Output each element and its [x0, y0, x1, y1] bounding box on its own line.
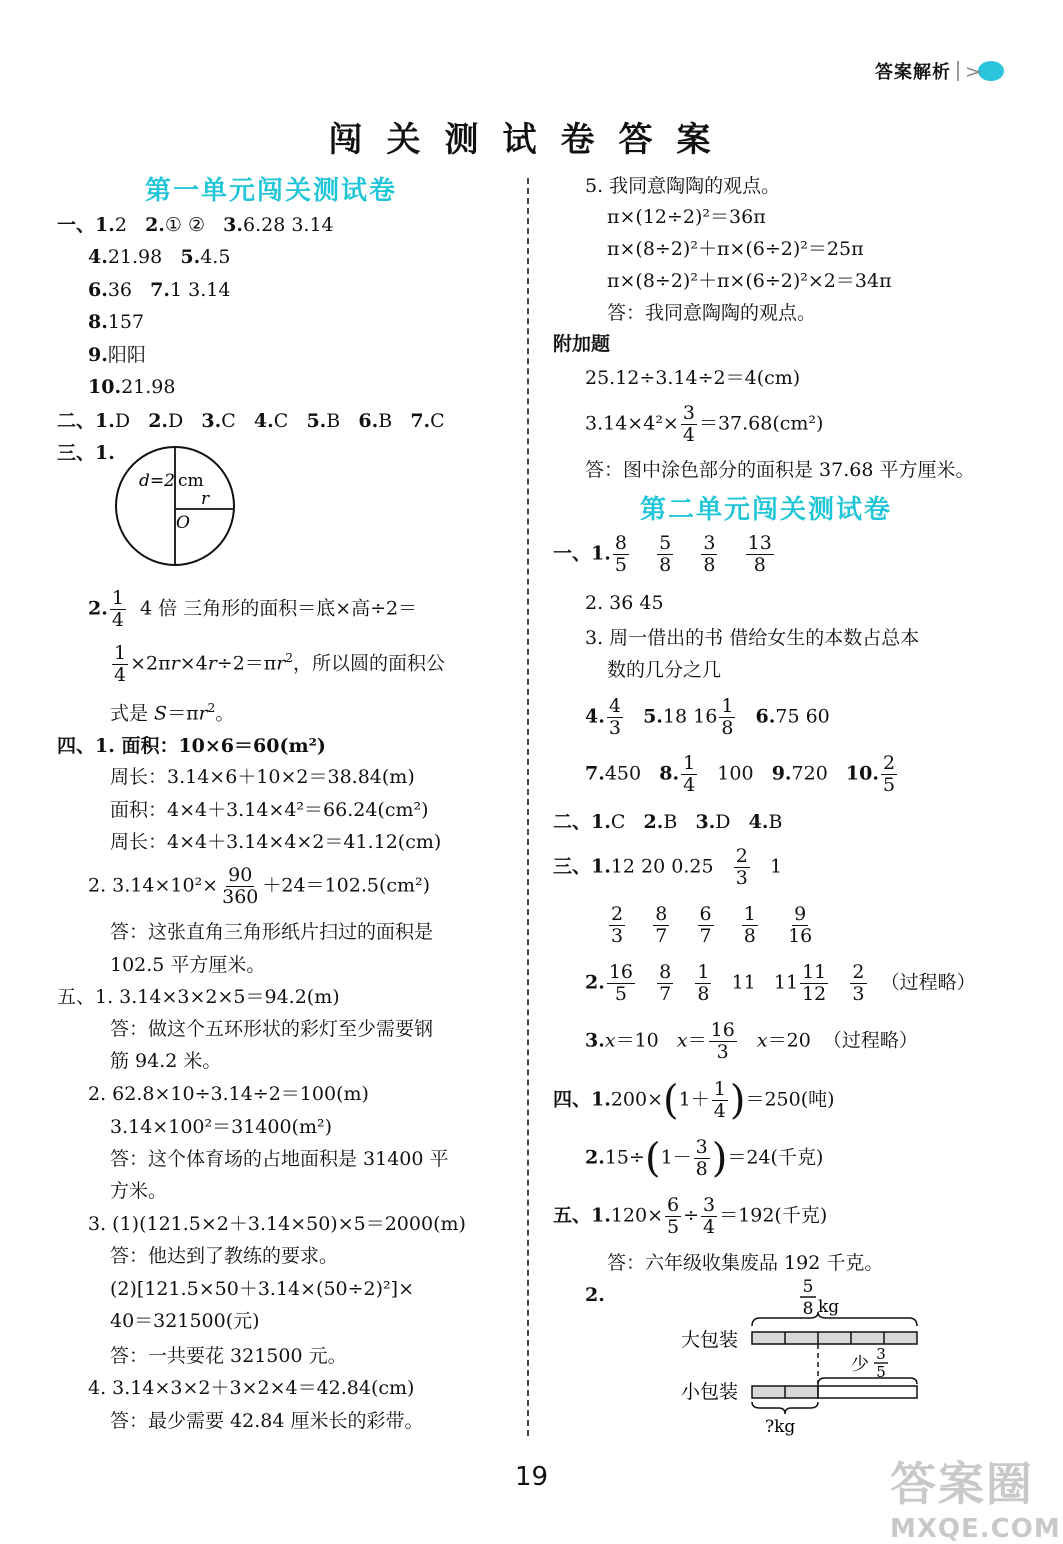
numerator: 90 — [228, 864, 253, 886]
question-number: 7. — [150, 279, 170, 301]
numerator: 16 — [710, 1019, 735, 1041]
answer-value: 11 — [773, 971, 799, 994]
numerator: 6 — [699, 903, 712, 925]
denominator: 3 — [735, 867, 748, 889]
question-number: 2. — [88, 597, 108, 620]
fraction — [657, 534, 673, 575]
denominator: 7 — [699, 925, 712, 947]
answer-text: ÷2＝π — [216, 652, 277, 675]
answer-value: B — [768, 811, 783, 833]
answer-line: π×(8÷2)²＋π×(6÷2)²＝25π — [607, 238, 864, 260]
numerator: 5 — [659, 532, 672, 554]
question-number: 9. — [88, 344, 108, 366]
denominator: 16 — [788, 925, 813, 947]
answer-text: ＝24(千克) — [727, 1146, 824, 1169]
numerator: 1 — [743, 903, 756, 925]
answer-line: 五、1. 3.14×3×2×5＝94.2(m) — [57, 986, 340, 1008]
denominator: 3 — [608, 717, 621, 739]
exponent: 2 — [207, 701, 216, 715]
question-number: 二、1. — [57, 410, 115, 432]
answer-line: 3. 周一借出的书 借给女生的本数占总本 — [585, 627, 920, 649]
numerator: 1 — [713, 1078, 726, 1100]
fraction — [609, 905, 625, 946]
running-header-label: 答案解析 — [875, 62, 951, 83]
question-number: 6. — [358, 410, 379, 432]
answer-line: 数的几分之几 — [607, 659, 722, 681]
answer-line — [57, 216, 334, 235]
close-paren: ) — [711, 1135, 728, 1182]
answer-line: (2)[121.5×50＋3.14×(50÷2)²]× — [110, 1278, 415, 1300]
numerator: 1 — [721, 695, 734, 717]
numerator: 3 — [703, 1194, 716, 1216]
column-divider — [527, 178, 529, 1436]
answer-line — [110, 644, 445, 685]
answer-line: 2. 62.8×10÷3.14÷2＝100(m) — [88, 1083, 369, 1105]
answer-value: 21.98 — [107, 246, 163, 268]
watermark-logo — [890, 1448, 1061, 1544]
answer-text: ＝192(千克) — [719, 1204, 828, 1227]
variable: x — [756, 1029, 768, 1052]
numerator: 16 — [608, 961, 634, 983]
question-number: 4. — [88, 246, 108, 268]
answer-line: 答：图中涂色部分的面积是 37.68 平方厘米。 — [585, 459, 975, 481]
question-number: 2. — [585, 1284, 605, 1306]
answer-text: 3.14×4²× — [585, 412, 679, 435]
numerator: 3 — [703, 532, 716, 554]
denominator: 8 — [703, 554, 716, 576]
less-fraction-numerator: 3 — [876, 1345, 886, 1363]
variable: r — [198, 702, 208, 725]
answer-line — [110, 702, 234, 723]
answer-line: 答：做这个五环形状的彩灯至少需要钢 — [110, 1018, 434, 1040]
answer-line — [88, 313, 144, 332]
answer-value: C — [221, 410, 236, 432]
numerator: 1 — [697, 961, 710, 983]
question-number: 4. — [253, 410, 274, 432]
numerator: 1 — [111, 587, 124, 609]
top-unit-label: kg — [818, 1297, 840, 1317]
answer-value: 4.5 — [200, 246, 231, 268]
answer-line: π×(8÷2)²＋π×(6÷2)²×2＝34π — [607, 270, 892, 292]
question-number: 3. — [201, 410, 222, 432]
fraction — [657, 963, 673, 1004]
bonus-question-label: 附加题 — [553, 333, 611, 355]
answer-text: 200× — [610, 1088, 664, 1111]
answer-line: 筋 94.2 米。 — [110, 1050, 222, 1072]
question-number: 10. — [845, 762, 879, 785]
answer-line: 答：六年级收集废品 192 千克。 — [607, 1252, 884, 1274]
numerator: 1 — [114, 642, 127, 664]
fraction — [746, 534, 774, 575]
note-text: （过程略） — [880, 971, 976, 994]
denominator: 3 — [716, 1041, 729, 1063]
answer-line: 3. (1)(121.5×2＋3.14×50)×5＝2000(m) — [88, 1213, 466, 1235]
fraction — [681, 754, 697, 795]
choice-answers-line — [57, 412, 445, 431]
answer-value: 12 20 0.25 — [610, 855, 714, 878]
numerator: 3 — [682, 402, 695, 424]
answer-line: 周长：3.14×6＋10×2＝38.84(m) — [110, 766, 415, 788]
answer-value: ＝10 — [615, 1029, 659, 1052]
answer-text: 120× — [610, 1204, 664, 1227]
fraction — [881, 754, 897, 795]
answer-value: 157 — [107, 311, 145, 333]
answer-line — [553, 847, 782, 888]
question-number: 10. — [88, 376, 122, 398]
question-number: 2. — [585, 971, 605, 994]
question-number: 6. — [88, 279, 108, 301]
fraction — [681, 404, 697, 445]
fraction — [110, 589, 126, 630]
question-number: 一、1. — [57, 214, 115, 236]
answer-line — [585, 1021, 918, 1062]
radius-label: r — [201, 489, 210, 509]
close-paren: ) — [729, 1077, 746, 1124]
answer-line: 答：他达到了教练的要求。 — [110, 1245, 339, 1267]
denominator: 5 — [614, 983, 627, 1005]
exponent: 2 — [285, 651, 294, 666]
denominator: 4 — [713, 1100, 726, 1122]
circle-diagram — [110, 444, 242, 568]
answer-text: ÷ — [683, 1204, 700, 1227]
answer-text: 1－ — [660, 1146, 692, 1169]
question-number: 五、1. — [553, 1204, 611, 1227]
question-number: 4. — [748, 811, 769, 833]
answer-line: 25.12÷3.14÷2＝4(cm) — [585, 367, 801, 389]
answer-line — [585, 963, 976, 1004]
numerator: 2 — [611, 903, 624, 925]
answer-text: 式是 — [110, 702, 155, 725]
answer-line: 周长：4×4＋3.14×4×2＝41.12(cm) — [110, 831, 442, 853]
question-number: 5. — [180, 246, 201, 268]
answer-text: 2. 3.14×10²× — [88, 874, 219, 897]
question-number: 2. — [585, 1146, 605, 1169]
answer-line: 答：这张直角三角形纸片扫过的面积是 — [110, 921, 434, 943]
fraction — [607, 697, 623, 738]
answer-line: 方米。 — [110, 1180, 168, 1202]
denominator: 5 — [882, 774, 896, 796]
answer-line — [88, 378, 175, 397]
answer-text: 1＋ — [678, 1088, 710, 1111]
answer-line: 四、1. 面积：10×6＝60(m²) — [57, 735, 326, 757]
numerator: 4 — [608, 695, 621, 717]
denominator: 4 — [682, 424, 695, 446]
answer-line: 答：一共要花 321500 元。 — [110, 1345, 347, 1367]
choice-answers-line — [553, 813, 782, 832]
top-fraction-denominator: 8 — [802, 1299, 814, 1319]
fraction — [694, 1138, 710, 1179]
answer-value: D — [715, 811, 731, 833]
denominator: 360 — [222, 886, 259, 908]
answer-value: 2 — [114, 214, 127, 236]
answer-text: 。 — [215, 702, 235, 725]
fraction — [800, 963, 828, 1004]
denominator: 7 — [659, 983, 672, 1005]
answer-text: ＋24＝102.5(cm²) — [262, 874, 431, 897]
answer-line: 答：最少需要 42.84 厘米长的彩带。 — [110, 1410, 424, 1432]
answer-line — [585, 1135, 824, 1182]
denominator: 4 — [703, 1216, 716, 1238]
page-title: 闯关测试卷答案 — [328, 120, 735, 160]
fraction — [709, 1021, 737, 1062]
question-number: 二、1. — [553, 811, 611, 833]
question-number: 三、1. — [57, 442, 115, 464]
small-package-difference — [818, 1386, 917, 1398]
denominator: 8 — [721, 717, 734, 739]
question-number: 3. — [585, 1029, 605, 1052]
question-number — [57, 444, 115, 463]
answer-line — [88, 589, 417, 630]
less-brace — [818, 1378, 917, 1384]
fraction — [742, 905, 758, 946]
numerator: 1 — [683, 752, 696, 774]
answer-value: 6.28 3.14 — [242, 214, 334, 236]
diameter-label: d=2 — [139, 471, 175, 491]
answer-line — [88, 346, 146, 365]
answer-line: 5. 我同意陶陶的观点。 — [585, 175, 781, 197]
answer-value: 18 16 — [662, 705, 718, 728]
numerator: 8 — [614, 532, 627, 554]
numerator: 6 — [667, 1194, 680, 1216]
question-number: 一、1. — [553, 542, 611, 565]
header-separator — [957, 61, 959, 81]
answer-text: ＝250(吨) — [745, 1088, 835, 1111]
variable: S — [154, 702, 168, 725]
answer-text: ＝37.68(cm²) — [698, 412, 824, 435]
answer-value: 1 3.14 — [170, 279, 231, 301]
denominator: 4 — [111, 609, 124, 631]
center-label: O — [176, 513, 190, 533]
question-number: 2. — [145, 214, 165, 236]
question-number: 2. — [148, 410, 169, 432]
question-number: 7. — [410, 410, 431, 432]
answer-value: 36 — [107, 279, 133, 301]
question-number: 3. — [695, 811, 716, 833]
answer-value: B — [326, 410, 341, 432]
answer-line — [585, 754, 899, 795]
answer-value: 阳阳 — [107, 344, 146, 366]
small-package-label: 小包装 — [681, 1381, 739, 1403]
unit-label: cm — [178, 471, 204, 491]
answer-line — [585, 697, 830, 738]
denominator: 12 — [802, 983, 827, 1005]
answer-line — [585, 404, 823, 445]
bar-model-diagram — [675, 1272, 935, 1442]
running-header — [875, 58, 1005, 84]
question-number: 9. — [771, 762, 792, 785]
answer-value: C — [273, 410, 289, 432]
fraction — [698, 905, 714, 946]
answer-line — [88, 866, 430, 907]
answer-line: 40＝321500(元) — [110, 1310, 260, 1332]
fraction — [112, 644, 128, 685]
answer-line: 4. 3.14×3×2＋3×2×4＝42.84(cm) — [88, 1377, 415, 1399]
fraction — [665, 1196, 681, 1237]
answer-value: 450 — [604, 762, 642, 785]
question-number: 8. — [659, 762, 680, 785]
answer-text: 15÷ — [604, 1146, 645, 1169]
question-number: 四、1. — [553, 1088, 611, 1111]
answer-line — [553, 534, 776, 575]
fraction — [653, 905, 669, 946]
answer-line: 3.14×100²＝31400(m²) — [110, 1116, 333, 1138]
answer-line: 面积：4×4＋3.14×4²＝66.24(cm²) — [110, 799, 429, 821]
question-number: 8. — [88, 311, 108, 333]
fraction — [220, 866, 260, 907]
note-text: （过程略） — [822, 1029, 918, 1052]
denominator: 8 — [753, 554, 766, 576]
denominator: 3 — [611, 925, 624, 947]
watermark-line1: 答案圈 — [890, 1457, 1034, 1511]
answer-line — [553, 1077, 835, 1124]
denominator: 5 — [667, 1216, 680, 1238]
denominator: 4 — [683, 774, 696, 796]
numerator: 2 — [882, 752, 896, 774]
answer-line — [88, 281, 230, 300]
answer-text: ＝ — [687, 1029, 707, 1052]
answer-text: ，所以圆的面积公 — [293, 652, 446, 675]
answer-text: ×4 — [179, 652, 208, 675]
answer-value: B — [378, 410, 393, 432]
fraction — [695, 963, 711, 1004]
question-number: 4. — [585, 705, 605, 728]
numerator: 9 — [794, 903, 807, 925]
answer-line — [88, 248, 230, 267]
fraction — [701, 1196, 717, 1237]
numerator: 13 — [747, 532, 772, 554]
numerator: 8 — [659, 961, 672, 983]
numerator: 8 — [655, 903, 668, 925]
big-package-bar — [752, 1332, 917, 1344]
fraction — [712, 1080, 728, 1121]
page-number: 19 — [514, 1462, 549, 1492]
section-title-unit2: 第二单元闯关测试卷 — [640, 495, 893, 525]
open-paren: ( — [644, 1135, 661, 1182]
denominator: 8 — [695, 1158, 708, 1180]
fraction — [734, 847, 750, 888]
question-number: 7. — [585, 762, 605, 785]
bottom-brace — [752, 1402, 818, 1414]
fraction — [613, 534, 629, 575]
answer-value: B — [663, 811, 678, 833]
answer-value: C — [610, 811, 626, 833]
question-number: 6. — [755, 705, 776, 728]
answer-value: 1 — [769, 855, 783, 878]
big-package-label: 大包装 — [681, 1329, 739, 1351]
question-number: 3. — [223, 214, 243, 236]
numerator: 11 — [802, 961, 827, 983]
section-title-unit1: 第一单元闯关测试卷 — [145, 176, 398, 206]
answer-text: 4 倍 三角形的面积＝底×高÷2＝ — [140, 597, 418, 620]
question-number: 5. — [306, 410, 327, 432]
answer-line — [553, 1196, 827, 1237]
unknown-label: ?kg — [765, 1417, 796, 1437]
top-fraction-numerator: 5 — [802, 1277, 814, 1297]
header-logo-icon — [965, 60, 1005, 82]
denominator: 4 — [114, 664, 127, 686]
answer-line: 2. 36 45 — [585, 592, 664, 614]
numerator: 3 — [695, 1136, 708, 1158]
answer-text: ×2π — [130, 652, 171, 675]
question-number: 5. — [643, 705, 663, 728]
question-number: 三、1. — [553, 855, 611, 878]
open-paren: ( — [663, 1077, 679, 1124]
answer-line: π×(12÷2)²＝36π — [607, 206, 766, 228]
answer-line: 答：我同意陶陶的观点。 — [607, 302, 817, 324]
fraction — [607, 963, 635, 1004]
answer-line — [607, 905, 816, 946]
answer-value: 11 — [731, 971, 756, 994]
denominator: 3 — [852, 983, 865, 1005]
question-number: 2. — [643, 811, 664, 833]
denominator: 7 — [655, 925, 668, 947]
answer-value: 21.98 — [121, 376, 176, 398]
answer-value: D — [168, 410, 184, 432]
denominator: 8 — [697, 983, 710, 1005]
variable: r — [207, 652, 217, 675]
answer-value: ＝20 — [767, 1029, 811, 1052]
less-fraction-denominator: 5 — [876, 1363, 886, 1381]
answer-value: D — [114, 410, 131, 432]
answer-value: 75 60 — [775, 705, 830, 728]
variable: x — [676, 1029, 688, 1052]
denominator: 8 — [659, 554, 672, 576]
answer-value: C — [430, 410, 445, 432]
watermark-line2: MXQE.COM — [890, 1514, 1061, 1544]
answer-value: 720 — [791, 762, 828, 785]
variable: r — [276, 652, 286, 675]
fraction — [719, 697, 735, 738]
answer-value: 100 — [717, 762, 754, 785]
fraction — [786, 905, 814, 946]
fraction — [701, 534, 717, 575]
answer-line: 答：这个体育场的占地面积是 31400 平 — [110, 1148, 449, 1170]
answer-text: ＝π — [167, 702, 199, 725]
variable: r — [170, 652, 180, 675]
fraction — [850, 963, 866, 1004]
less-label: 少 — [851, 1354, 869, 1375]
answer-value: ① ② — [164, 214, 206, 236]
numerator: 2 — [735, 845, 748, 867]
answer-line: 102.5 平方厘米。 — [110, 954, 266, 976]
numerator: 2 — [852, 961, 865, 983]
variable: x — [604, 1029, 616, 1052]
denominator: 5 — [614, 554, 627, 576]
denominator: 8 — [743, 925, 756, 947]
